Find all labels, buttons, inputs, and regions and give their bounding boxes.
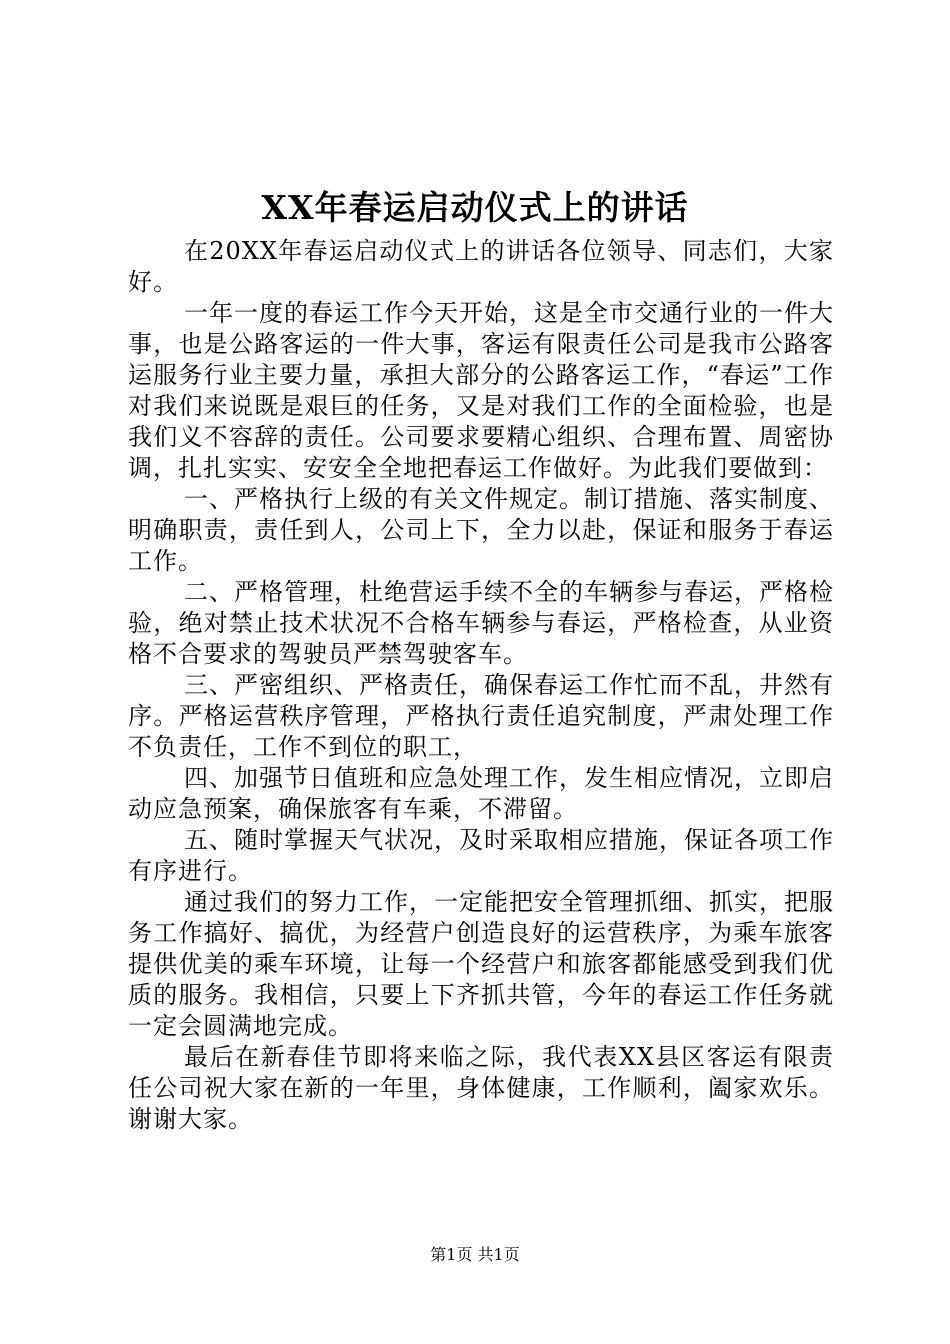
paragraph-point-2: 二、严格管理，杜绝营运手续不全的车辆参与春运，严格检验，绝对禁止技术状况不合格车辆参与春运，严格检查，从业资格不合要求的驾驶员严禁驾驶客车。 bbox=[128, 578, 834, 668]
document-title: XX年春运启动仪式上的讲话 bbox=[261, 188, 689, 227]
paragraph-greeting: 在20XX年春运启动仪式上的讲话各位领导、同志们，大家好。 bbox=[128, 237, 834, 296]
paragraph-point-3: 三、严密组织、严格责任，确保春运工作忙而不乱，井然有序。严格运营秩序管理，严格执行责任追究制度，严肃处理工作不负责任，工作不到位的职工， bbox=[128, 671, 834, 761]
paragraph-point-4: 四、加强节日值班和应急处理工作，发生相应情况，立即启动应急预案，确保旅客有车乘，不滞留。 bbox=[128, 764, 834, 823]
document-body bbox=[128, 236, 834, 1135]
page-number-footer: 第1页 共1页 bbox=[430, 1245, 520, 1264]
paragraph-closing: 最后在新春佳节即将来临之际，我代表XX县区客运有限责任公司祝大家在新的一年里，身体健康，工作顺利，阖家欢乐。谢谢大家。 bbox=[128, 1043, 834, 1133]
paragraph-intro: 一年一度的春运工作今天开始，这是全市交通行业的一件大事，也是公路客运的一件大事，客运有限责任公司是我市公路客运服务行业主要力量，承担大部分的公路客运工作，“春运”工作对我们来说既是艰巨的任务，又是对我们工作的全面检验，也是我们义不容辞的责任。公司要求要精心组织、合理布置、周密协调，扎扎实实、安安全全地把春运工作做好。为此我们要做到： bbox=[128, 299, 834, 482]
paragraph-point-1: 一、严格执行上级的有关文件规定。制订措施、落实制度、明确职责，责任到人，公司上下，全力以赴，保证和服务于春运工作。 bbox=[128, 485, 834, 575]
paragraph-point-5: 五、随时掌握天气状况，及时采取相应措施，保证各项工作有序进行。 bbox=[128, 826, 834, 885]
paragraph-summary: 通过我们的努力工作，一定能把安全管理抓细、抓实，把服务工作搞好、搞优，为经营户创造良好的运营秩序，为乘车旅客提供优美的乘车环境，让每一个经营户和旅客都能感受到我们优质的服务。我相信，只要上下齐抓共管，今年的春运工作任务就一定会圆满地完成。 bbox=[128, 888, 834, 1040]
